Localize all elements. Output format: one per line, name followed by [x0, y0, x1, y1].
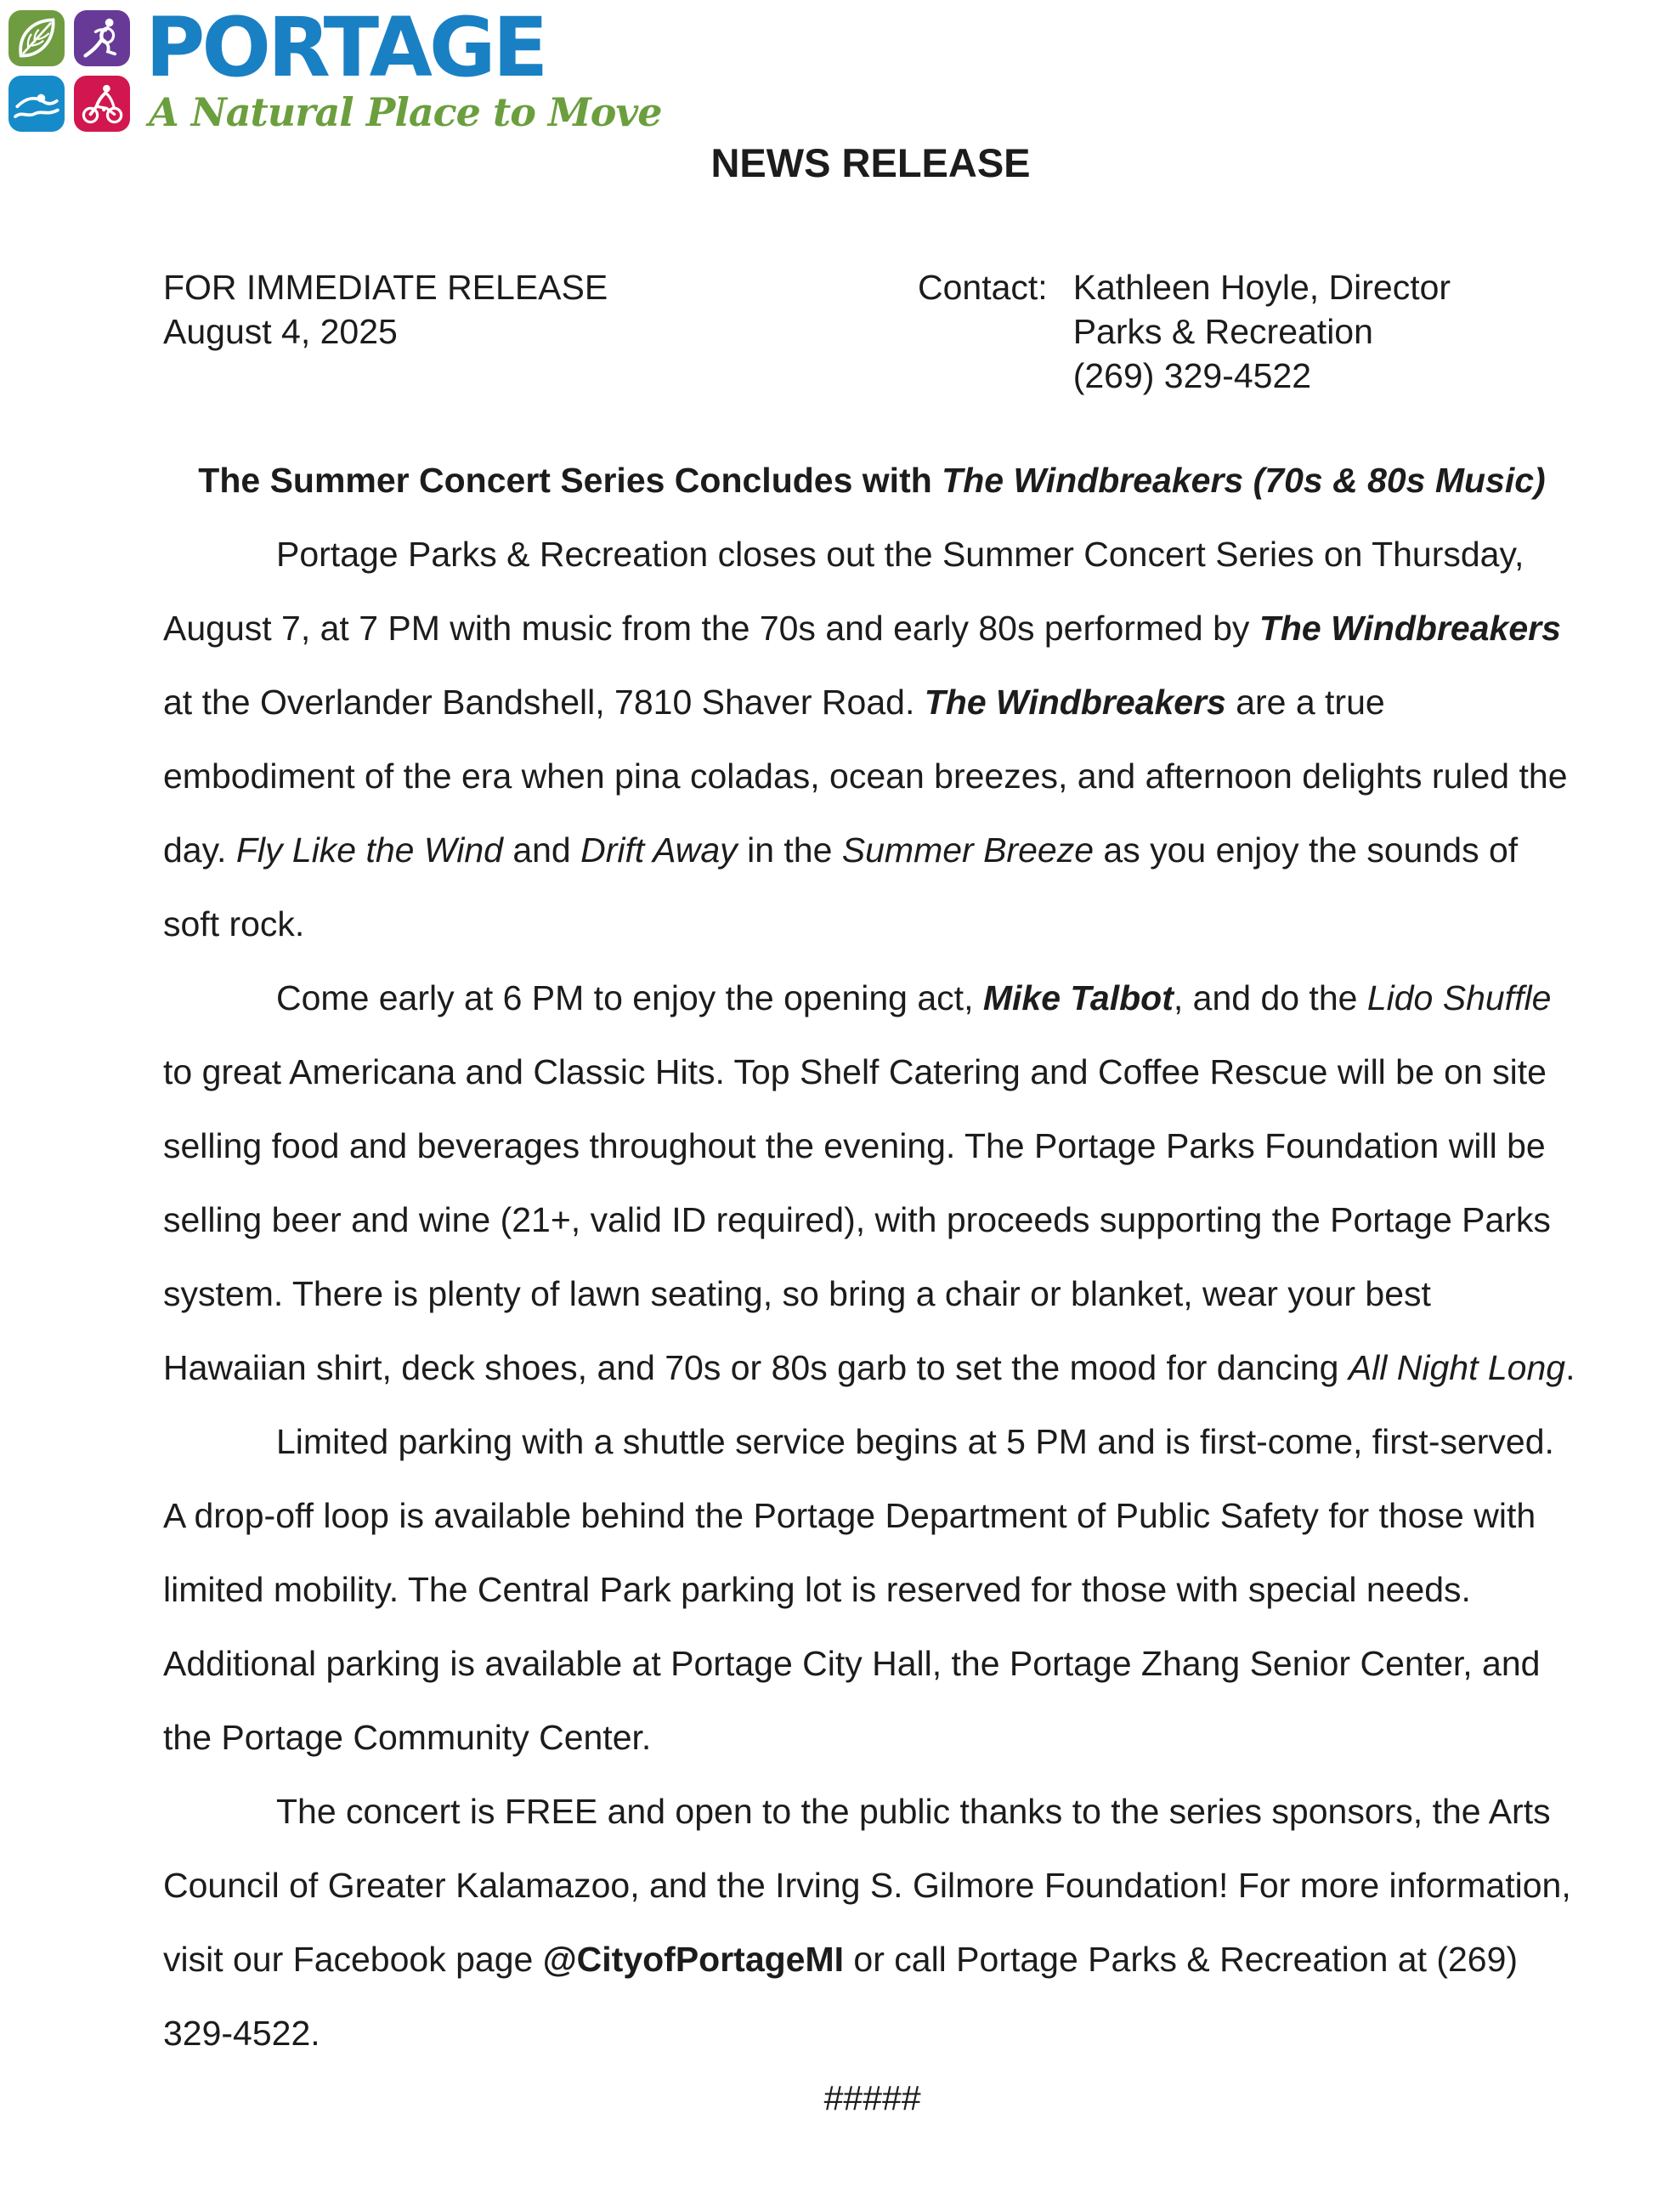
- text-segment: The concert is FREE and open to the public thanks to the series sponsors, the Arts Council of Greater Kalamazoo, and the Irving S. Gilmore Foundation! For more information, visit our Facebook page: [163, 1792, 1571, 1979]
- text-segment: are a true embodiment of the era when pina coladas, ocean breezes, and afternoon delights ruled the day.: [163, 683, 1568, 870]
- text-segment: The Windbreakers: [924, 683, 1226, 722]
- paragraph: [163, 961, 1581, 1405]
- end-mark: #####: [823, 2078, 920, 2117]
- text-segment: The Windbreakers (70s & 80s Music): [942, 461, 1546, 500]
- paragraph: [163, 1405, 1581, 1775]
- text-segment: @CityofPortageMI: [542, 1940, 845, 1979]
- contact-phone: (269) 329-4522: [1072, 356, 1312, 395]
- paragraph: [163, 1775, 1581, 2071]
- text-segment: Come early at 6 PM to enjoy the opening act,: [276, 978, 983, 1017]
- cyclist-icon: [79, 81, 125, 127]
- text-segment: in the: [737, 830, 842, 870]
- runner-icon: [79, 15, 125, 61]
- contact-label: Contact:: [918, 268, 1048, 307]
- body-paragraphs: [163, 518, 1581, 2071]
- brand-block: [145, 0, 662, 135]
- contact-person: Kathleen Hoyle, Director: [1072, 268, 1451, 307]
- text-segment: or call Portage Parks & Recreation at (269) 329-4522.: [163, 1940, 1519, 2053]
- logo-tile-swimmer: [8, 76, 65, 132]
- contact-block: [918, 265, 1451, 398]
- text-segment: The Windbreakers: [1259, 609, 1561, 648]
- text-segment: Drift Away: [580, 830, 738, 870]
- logo-tile-leaf: [8, 10, 65, 66]
- text-segment: at the Overlander Bandshell, 7810 Shaver Road.: [163, 683, 925, 722]
- logo-tile-cyclist: [74, 76, 130, 132]
- brand-tagline: A Natural Place to Move: [149, 89, 662, 135]
- contact-info: [1073, 265, 1451, 398]
- headline: [163, 444, 1581, 518]
- portage-logo: [8, 0, 662, 135]
- text-segment: .: [1565, 1348, 1575, 1387]
- text-segment: as you enjoy the sounds of soft rock.: [163, 830, 1519, 944]
- release-statement: FOR IMMEDIATE RELEASE: [163, 268, 608, 307]
- text-segment: The Summer Concert Series Concludes with: [198, 461, 942, 500]
- text-segment: Fly Like the Wind: [235, 830, 503, 870]
- document-body: [163, 444, 1581, 2125]
- text-segment: Summer Breeze: [841, 830, 1094, 870]
- release-date: August 4, 2025: [163, 312, 398, 351]
- text-segment: to great Americana and Classic Hits. Top Shelf Catering and Coffee Rescue will be on site selling food and beverages throughout the evening. The Portage Parks Foundation will be selling beer and wine (21+, valid ID required), with proceeds supporting the Portage Parks system. There is plenty of lawn seating, so bring a chair or blanket, wear your best Hawaiian shirt, deck shoes, and 70s or 80s garb to set the mood for dancing: [163, 1052, 1551, 1387]
- text-segment: , and do the: [1173, 978, 1367, 1017]
- brand-wordmark: PORTAGE: [145, 0, 546, 95]
- swimmer-icon: [14, 81, 59, 127]
- release-header-row: [163, 265, 1578, 395]
- text-segment: Mike Talbot: [982, 978, 1174, 1017]
- leaf-icon: [14, 15, 59, 61]
- text-segment: and: [502, 830, 581, 870]
- paragraph: [163, 518, 1581, 961]
- text-segment: All Night Long: [1348, 1348, 1566, 1387]
- logo-tile-runner: [74, 10, 130, 66]
- text-segment: Lido Shuffle: [1366, 978, 1552, 1017]
- document-type-heading: NEWS RELEASE: [710, 140, 1031, 185]
- logo-tile-grid: [8, 10, 130, 132]
- text-segment: Portage Parks & Recreation closes out the Summer Concert Series on Thursday, August 7, at 7 PM with music from the 70s and early 80s performed by: [163, 535, 1524, 648]
- contact-department: Parks & Recreation: [1072, 312, 1373, 351]
- text-segment: Limited parking with a shuttle service begins at 5 PM and is first-come, first-served. A drop-off loop is available behind the Portage Department of Public Safety for those with limited mobility. The Central Park parking lot is reserved for those with special needs. Additional parking is available at Portage City Hall, the Portage Zhang Senior Center, and the Portage Community Center.: [163, 1422, 1554, 1757]
